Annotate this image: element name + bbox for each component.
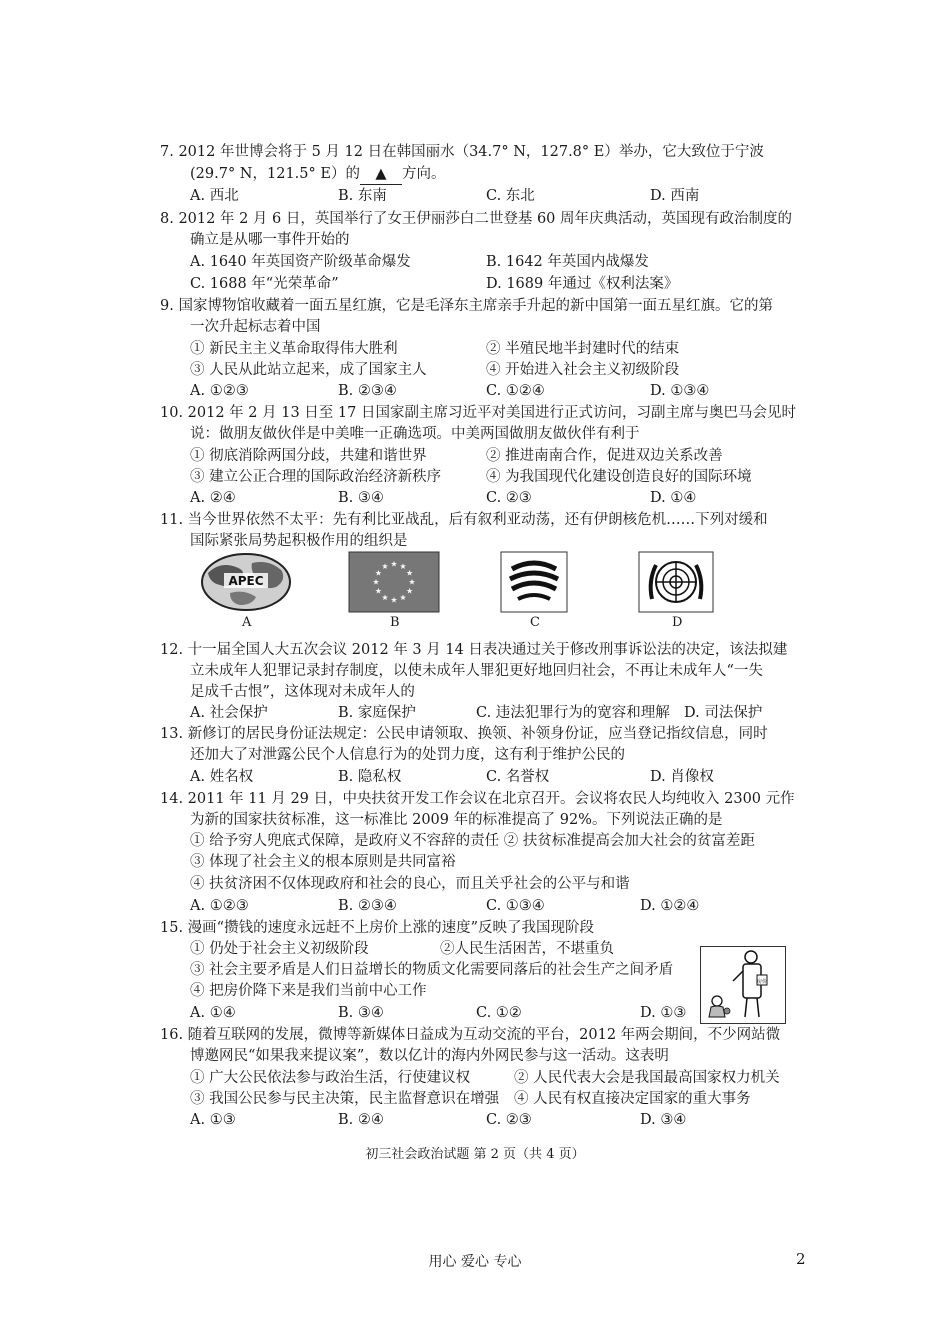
q10-option-c[interactable]: C. ②③	[486, 490, 532, 506]
q14-line1: 14. 2011 年 11 月 29 日，中央扶贫开发工作会议在北京召开。会议将农民人均纯收入 2300 元作	[160, 791, 795, 807]
q7-blank: ▲	[360, 164, 402, 185]
q15-item-4: ④ 把房价降下来是我们当前中心工作	[190, 983, 427, 999]
q16-item-4: ④ 人民有权直接决定国家的重大事务	[514, 1091, 751, 1107]
q15-line1: 15. 漫画“攒钱的速度永远赶不上房价上涨的速度”反映了我国现阶段	[160, 920, 594, 936]
q16-item-1: ① 广大公民依法参与政治生活，行使建议权	[190, 1070, 471, 1086]
q15-option-d[interactable]: D. ①③	[640, 1005, 687, 1021]
q10-option-a[interactable]: A. ②④	[190, 490, 236, 506]
q9-item-2: ② 半殖民地半封建时代的结束	[486, 341, 680, 357]
q10-line2: 说：做朋友做伙伴是中美唯一正确选项。中美两国做朋友做伙伴有利于	[190, 426, 640, 442]
motto-footer: 用心 爱心 专心	[428, 1254, 522, 1270]
q15-option-c[interactable]: C. ①②	[476, 1005, 522, 1021]
q14-option-c[interactable]: C. ①③④	[486, 898, 545, 914]
cartoon-label: 房价	[756, 979, 768, 985]
q7-line2	[190, 164, 445, 185]
q12-line1: 12. 十一届全国人大五次会议 2012 年 3 月 14 日表决通过关于修改刑事诉讼法的决定，该法拟建	[160, 642, 788, 658]
q12-option-b[interactable]: B. 家庭保护	[338, 705, 416, 721]
wto-logo[interactable]	[500, 551, 568, 613]
q10-item-3: ③ 建立公正合理的国际政治经济新秩序	[190, 469, 442, 485]
q14-item-1-2: ① 给予穷人兜底式保障，是政府义不容辞的责任 ② 扶贫标准提高会加大社会的贫富差距	[190, 833, 755, 849]
q7-option-d[interactable]: D. 西南	[650, 188, 700, 204]
q14-option-b[interactable]: B. ②③④	[338, 898, 397, 914]
q12-line2: 立未成年人犯罪记录封存制度，以使未成年人罪犯更好地回归社会，不再让未成年人“一失	[190, 663, 763, 679]
q9-item-1: ① 新民主主义革命取得伟大胜利	[190, 341, 398, 357]
q9-item-3: ③ 人民从此站立起来，成了国家主人	[190, 362, 427, 378]
q7-option-a[interactable]: A. 西北	[190, 188, 239, 204]
q9-option-c[interactable]: C. ①②④	[486, 383, 545, 399]
un-logo[interactable]	[638, 551, 714, 613]
q16-option-b[interactable]: B. ②④	[338, 1112, 384, 1128]
q8-line2: 确立是从哪一事件开始的	[190, 232, 350, 248]
q14-item-3: ③ 体现了社会主义的根本原则是共同富裕	[190, 854, 456, 870]
exam-footer: 初三社会政治试题 第 2 页（共 4 页）	[365, 1147, 585, 1162]
q14-line2: 为新的国家扶贫标准，这一标准比 2009 年的标准提高了 92%。下列说法正确的是	[190, 812, 723, 828]
q9-item-4: ④ 开始进入社会主义初级阶段	[486, 362, 680, 378]
q10-item-1: ① 彻底消除两国分歧，共建和谐世界	[190, 448, 427, 464]
q8-option-b[interactable]: B. 1642 年英国内战爆发	[486, 254, 649, 270]
q16-option-d[interactable]: D. ③④	[640, 1112, 687, 1128]
eu-flag-logo[interactable]	[348, 551, 440, 613]
q8-line1: 8. 2012 年 2 月 6 日，英国举行了女王伊丽莎白二世登基 60 周年庆典活动，英国现有政治制度的	[160, 211, 793, 227]
q7-line2-end: 方向。	[401, 166, 446, 182]
q13-option-b[interactable]: B. 隐私权	[338, 769, 402, 785]
housing-price-cartoon	[700, 946, 786, 1024]
q10-item-4: ④ 为我国现代化建设创造良好的国际环境	[486, 469, 752, 485]
q9-option-d[interactable]: D. ①③④	[650, 383, 710, 399]
q9-line2: 一次升起标志着中国	[190, 319, 321, 335]
apec-logo-text: APEC	[228, 574, 264, 588]
q16-option-a[interactable]: A. ①③	[190, 1112, 236, 1128]
q11-line1: 11. 当今世界依然不太平：先有利比亚战乱，后有叙利亚动荡，还有伊朗核危机……下列对缓和	[160, 512, 768, 528]
q9-line1: 9. 国家博物馆收藏着一面五星红旗，它是毛泽东主席亲手升起的新中国第一面五星红旗。它的第	[160, 298, 773, 314]
q15-item-3: ③ 社会主要矛盾是人们日益增长的物质文化需要同落后的社会生产之间矛盾	[190, 962, 674, 978]
q16-item-3: ③ 我国公民参与民主决策，民主监督意识在增强	[190, 1091, 500, 1107]
logo-caption-a: A	[242, 615, 252, 630]
q7-line2-text: (29.7° N，121.5° E）的	[190, 166, 360, 182]
q16-option-c[interactable]: C. ②③	[486, 1112, 532, 1128]
q12-option-a[interactable]: A. 社会保护	[190, 705, 268, 721]
q15-item-1: ① 仍处于社会主义初级阶段	[190, 941, 369, 957]
q7-line1: 7. 2012 年世博会将于 5 月 12 日在韩国丽水（34.7° N，127.8° E）举办，它大致位于宁波	[160, 144, 764, 160]
q15-option-a[interactable]: A. ①④	[190, 1005, 236, 1021]
q8-option-c[interactable]: C. 1688 年“光荣革命”	[190, 276, 339, 292]
q7-option-b[interactable]: B. 东南	[338, 188, 387, 204]
q16-line1: 16. 随着互联网的发展，微博等新媒体日益成为互动交流的平台，2012 年两会期间，不少网站微	[160, 1027, 781, 1043]
q12-option-d[interactable]: D. 司法保护	[684, 705, 763, 721]
q15-item-2: ②人民生活困苦，不堪重负	[440, 941, 614, 957]
apec-logo[interactable]	[200, 551, 292, 613]
q15-option-b[interactable]: B. ③④	[338, 1005, 384, 1021]
q13-line2: 还加大了对泄露公民个人信息行为的处罚力度，这有利于维护公民的	[190, 747, 625, 763]
q13-option-a[interactable]: A. 姓名权	[190, 769, 254, 785]
q13-option-d[interactable]: D. 肖像权	[650, 769, 714, 785]
q10-line1: 10. 2012 年 2 月 13 日至 17 日国家副主席习近平对美国进行正式访问，习副主席与奥巴马会见时	[160, 405, 796, 421]
q12-line3: 足成千古恨”，这体现对未成年人的	[190, 684, 415, 700]
logo-caption-b: B	[390, 615, 400, 630]
q10-option-b[interactable]: B. ③④	[338, 490, 384, 506]
q12-option-c[interactable]: C. 违法犯罪行为的宽容和理解	[476, 705, 670, 721]
q14-item-4: ④ 扶贫济困不仅体现政府和社会的良心，而且关乎社会的公平与和谐	[190, 876, 630, 892]
q14-option-d[interactable]: D. ①②④	[640, 898, 700, 914]
q11-line2: 国际紧张局势起积极作用的组织是	[190, 533, 408, 549]
q16-item-2: ② 人民代表大会是我国最高国家权力机关	[514, 1070, 780, 1086]
q10-option-d[interactable]: D. ①④	[650, 490, 697, 506]
q13-line1: 13. 新修订的居民身份证法规定：公民申请领取、换领、补领身份证，应当登记指纹信息，同时	[160, 726, 768, 742]
q8-option-d[interactable]: D. 1689 年通过《权利法案》	[486, 276, 679, 292]
q10-item-2: ② 推进南南合作，促进双边关系改善	[486, 448, 723, 464]
q9-option-a[interactable]: A. ①②③	[190, 383, 249, 399]
q9-option-b[interactable]: B. ②③④	[338, 383, 397, 399]
q8-option-a[interactable]: A. 1640 年英国资产阶级革命爆发	[190, 254, 411, 270]
q16-line2: 博邀网民“如果我来提议案”，数以亿计的海内外网民参与这一活动。这表明	[190, 1048, 669, 1064]
page-number: 2	[796, 1250, 806, 1268]
q7-option-c[interactable]: C. 东北	[486, 188, 535, 204]
q13-option-c[interactable]: C. 名誉权	[486, 769, 550, 785]
logo-caption-d: D	[672, 615, 683, 630]
q14-option-a[interactable]: A. ①②③	[190, 898, 249, 914]
logo-caption-c: C	[530, 615, 540, 630]
